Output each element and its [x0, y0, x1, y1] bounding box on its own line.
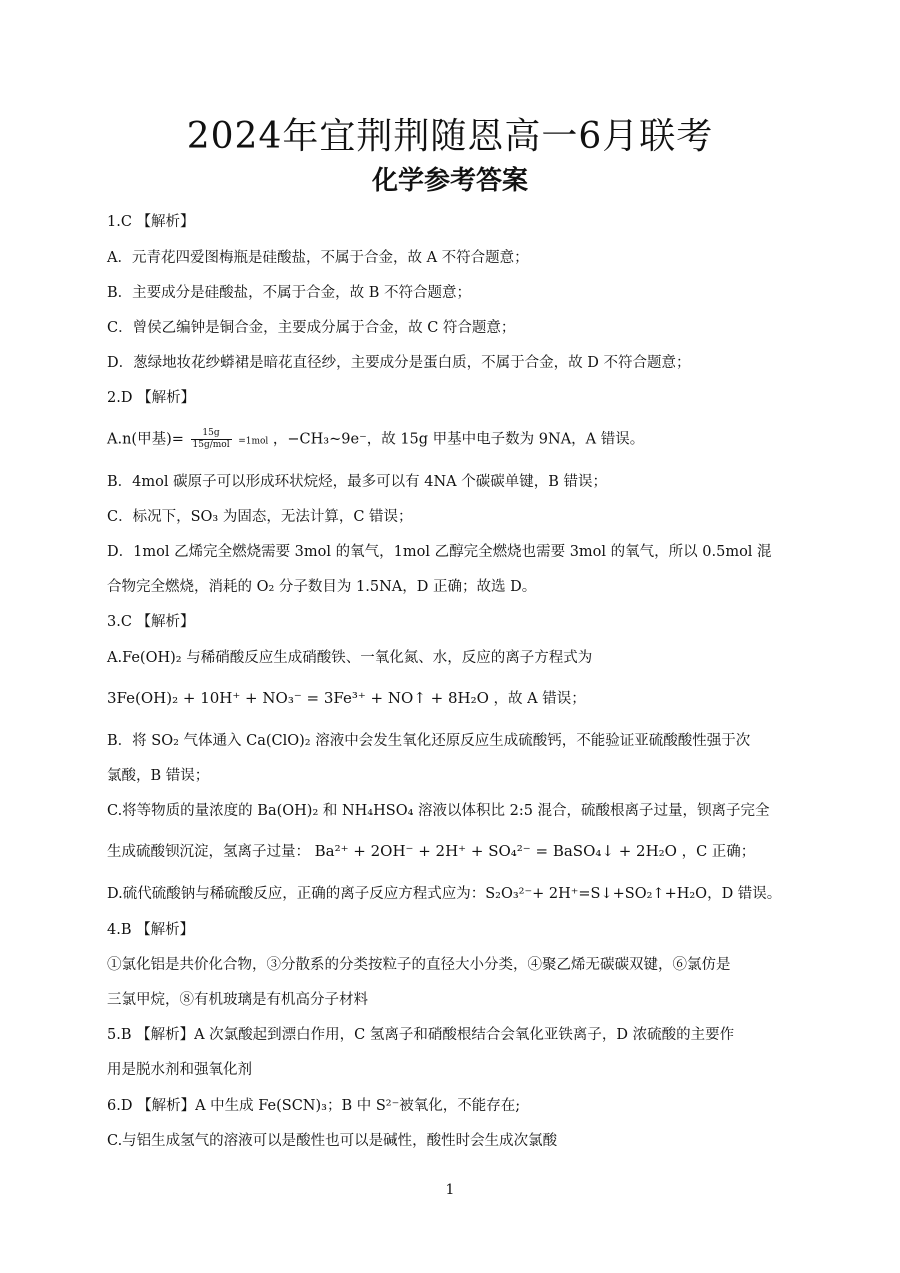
q6-line1: 6.D 【解析】A 中生成 Fe(SCN)₃；B 中 S²⁻被氧化，不能存在; — [107, 1098, 521, 1114]
q3-a-equation: 3Fe(OH)₂ + 10H⁺ + NO₃⁻ = 3Fe³⁺ + NO↑ + 8H₂O — [107, 689, 489, 707]
q3-option-a-equation-line — [107, 688, 797, 709]
q4-line1: ①氯化铝是共价化合物，③分散系的分类按粒子的直径大小分类，④聚乙烯无碳碳双键，⑥氯仿是 — [107, 957, 731, 973]
q2-heading: 2.D 【解析】 — [107, 390, 196, 406]
q5-line2: 用是脱水剂和强氧化剂 — [107, 1062, 252, 1078]
q2-a-rest: ，−CH₃~9e⁻，故 15g 甲基中电子数为 9NA，A 错误。 — [272, 431, 645, 448]
q6-line2: C.与铝生成氢气的溶液可以是酸性也可以是碱性，酸性时会生成次氯酸 — [107, 1133, 558, 1149]
fraction-numerator: 15g — [191, 428, 232, 440]
q3-option-c-line2 — [107, 841, 797, 862]
page-subtitle: 化学参考答案 — [371, 166, 528, 196]
q3-c-equation: Ba²⁺ + 2OH⁻ + 2H⁺ + SO₄²⁻ = BaSO₄↓ + 2H₂O — [314, 842, 677, 860]
q3-option-b-line1: B．将 SO₂ 气体通入 Ca(ClO)₂ 溶液中会发生氧化还原反应生成硫酸钙，不能验证亚硫酸酸性强于次 — [107, 733, 751, 749]
q1-option-d: D．葱绿地妆花纱蟒裙是暗花直径纱，主要成分是蛋白质，不属于合金，故 D 不符合题意； — [107, 355, 691, 371]
page-number: 1 — [445, 1182, 455, 1198]
q2-a-fraction — [191, 428, 232, 451]
q2-option-a — [107, 428, 797, 452]
q3-c-rest: ，C 正确； — [681, 844, 756, 860]
q3-option-c-line1: C.将等物质的量浓度的 Ba(OH)₂ 和 NH₄HSO₄ 溶液以体积比 2:5 混合，硫酸根离子过量，钡离子完全 — [107, 803, 770, 819]
q2-option-d-line2: 合物完全燃烧，消耗的 O₂ 分子数目为 1.5NA，D 正确；故选 D。 — [107, 579, 537, 595]
q3-heading: 3.C 【解析】 — [107, 614, 195, 630]
q3-c-prefix: 生成硫酸钡沉淀，氢离子过量： — [107, 844, 310, 860]
q1-heading: 1.C 【解析】 — [107, 214, 195, 230]
q4-heading: 4.B 【解析】 — [107, 922, 195, 938]
q2-option-d-line1: D．1mol 乙烯完全燃烧需要 3mol 的氧气，1mol 乙醇完全燃烧也需要 3mol 的氧气，所以 0.5mol 混 — [107, 544, 772, 560]
q2-option-c: C．标况下，SO₃ 为固态，无法计算，C 错误； — [107, 509, 413, 525]
q3-a-rest: ，故 A 错误； — [493, 691, 586, 707]
q4-line2: 三氯甲烷，⑧有机玻璃是有机高分子材料 — [107, 992, 368, 1008]
q2-option-b: B．4mol 碳原子可以形成环状烷烃，最多可以有 4NA 个碳碳单键，B 错误； — [107, 474, 607, 490]
q3-option-b-line2: 氯酸，B 错误； — [107, 768, 210, 784]
q1-option-c: C．曾侯乙编钟是铜合金，主要成分属于合金，故 C 符合题意； — [107, 320, 516, 336]
q1-option-a: A．元青花四爱图梅瓶是硅酸盐，不属于合金，故 A 不符合题意； — [107, 250, 529, 266]
q3-option-a-line1: A.Fe(OH)₂ 与稀硝酸反应生成硝酸铁、一氧化氮、水，反应的离子方程式为 — [107, 650, 593, 666]
q3-option-d: D.硫代硫酸钠与稀硫酸反应，正确的离子反应方程式应为：S₂O₃²⁻+ 2H⁺=S↓+SO₂↑+H₂O，D 错误。 — [107, 886, 782, 902]
q5-line1: 5.B 【解析】A 次氯酸起到漂白作用，C 氢离子和硝酸根结合会氧化亚铁离子，D 浓硫酸的主要作 — [107, 1027, 735, 1043]
q2-a-equals: =1mol — [238, 436, 269, 447]
page-title: 2024年宜荆荆随恩高一6月联考 — [186, 116, 714, 157]
fraction-denominator: 15g/mol — [192, 440, 230, 450]
q1-option-b: B．主要成分是硅酸盐，不属于合金，故 B 不符合题意； — [107, 285, 472, 301]
q2-a-prefix: A.n(甲基)= — [107, 431, 184, 448]
